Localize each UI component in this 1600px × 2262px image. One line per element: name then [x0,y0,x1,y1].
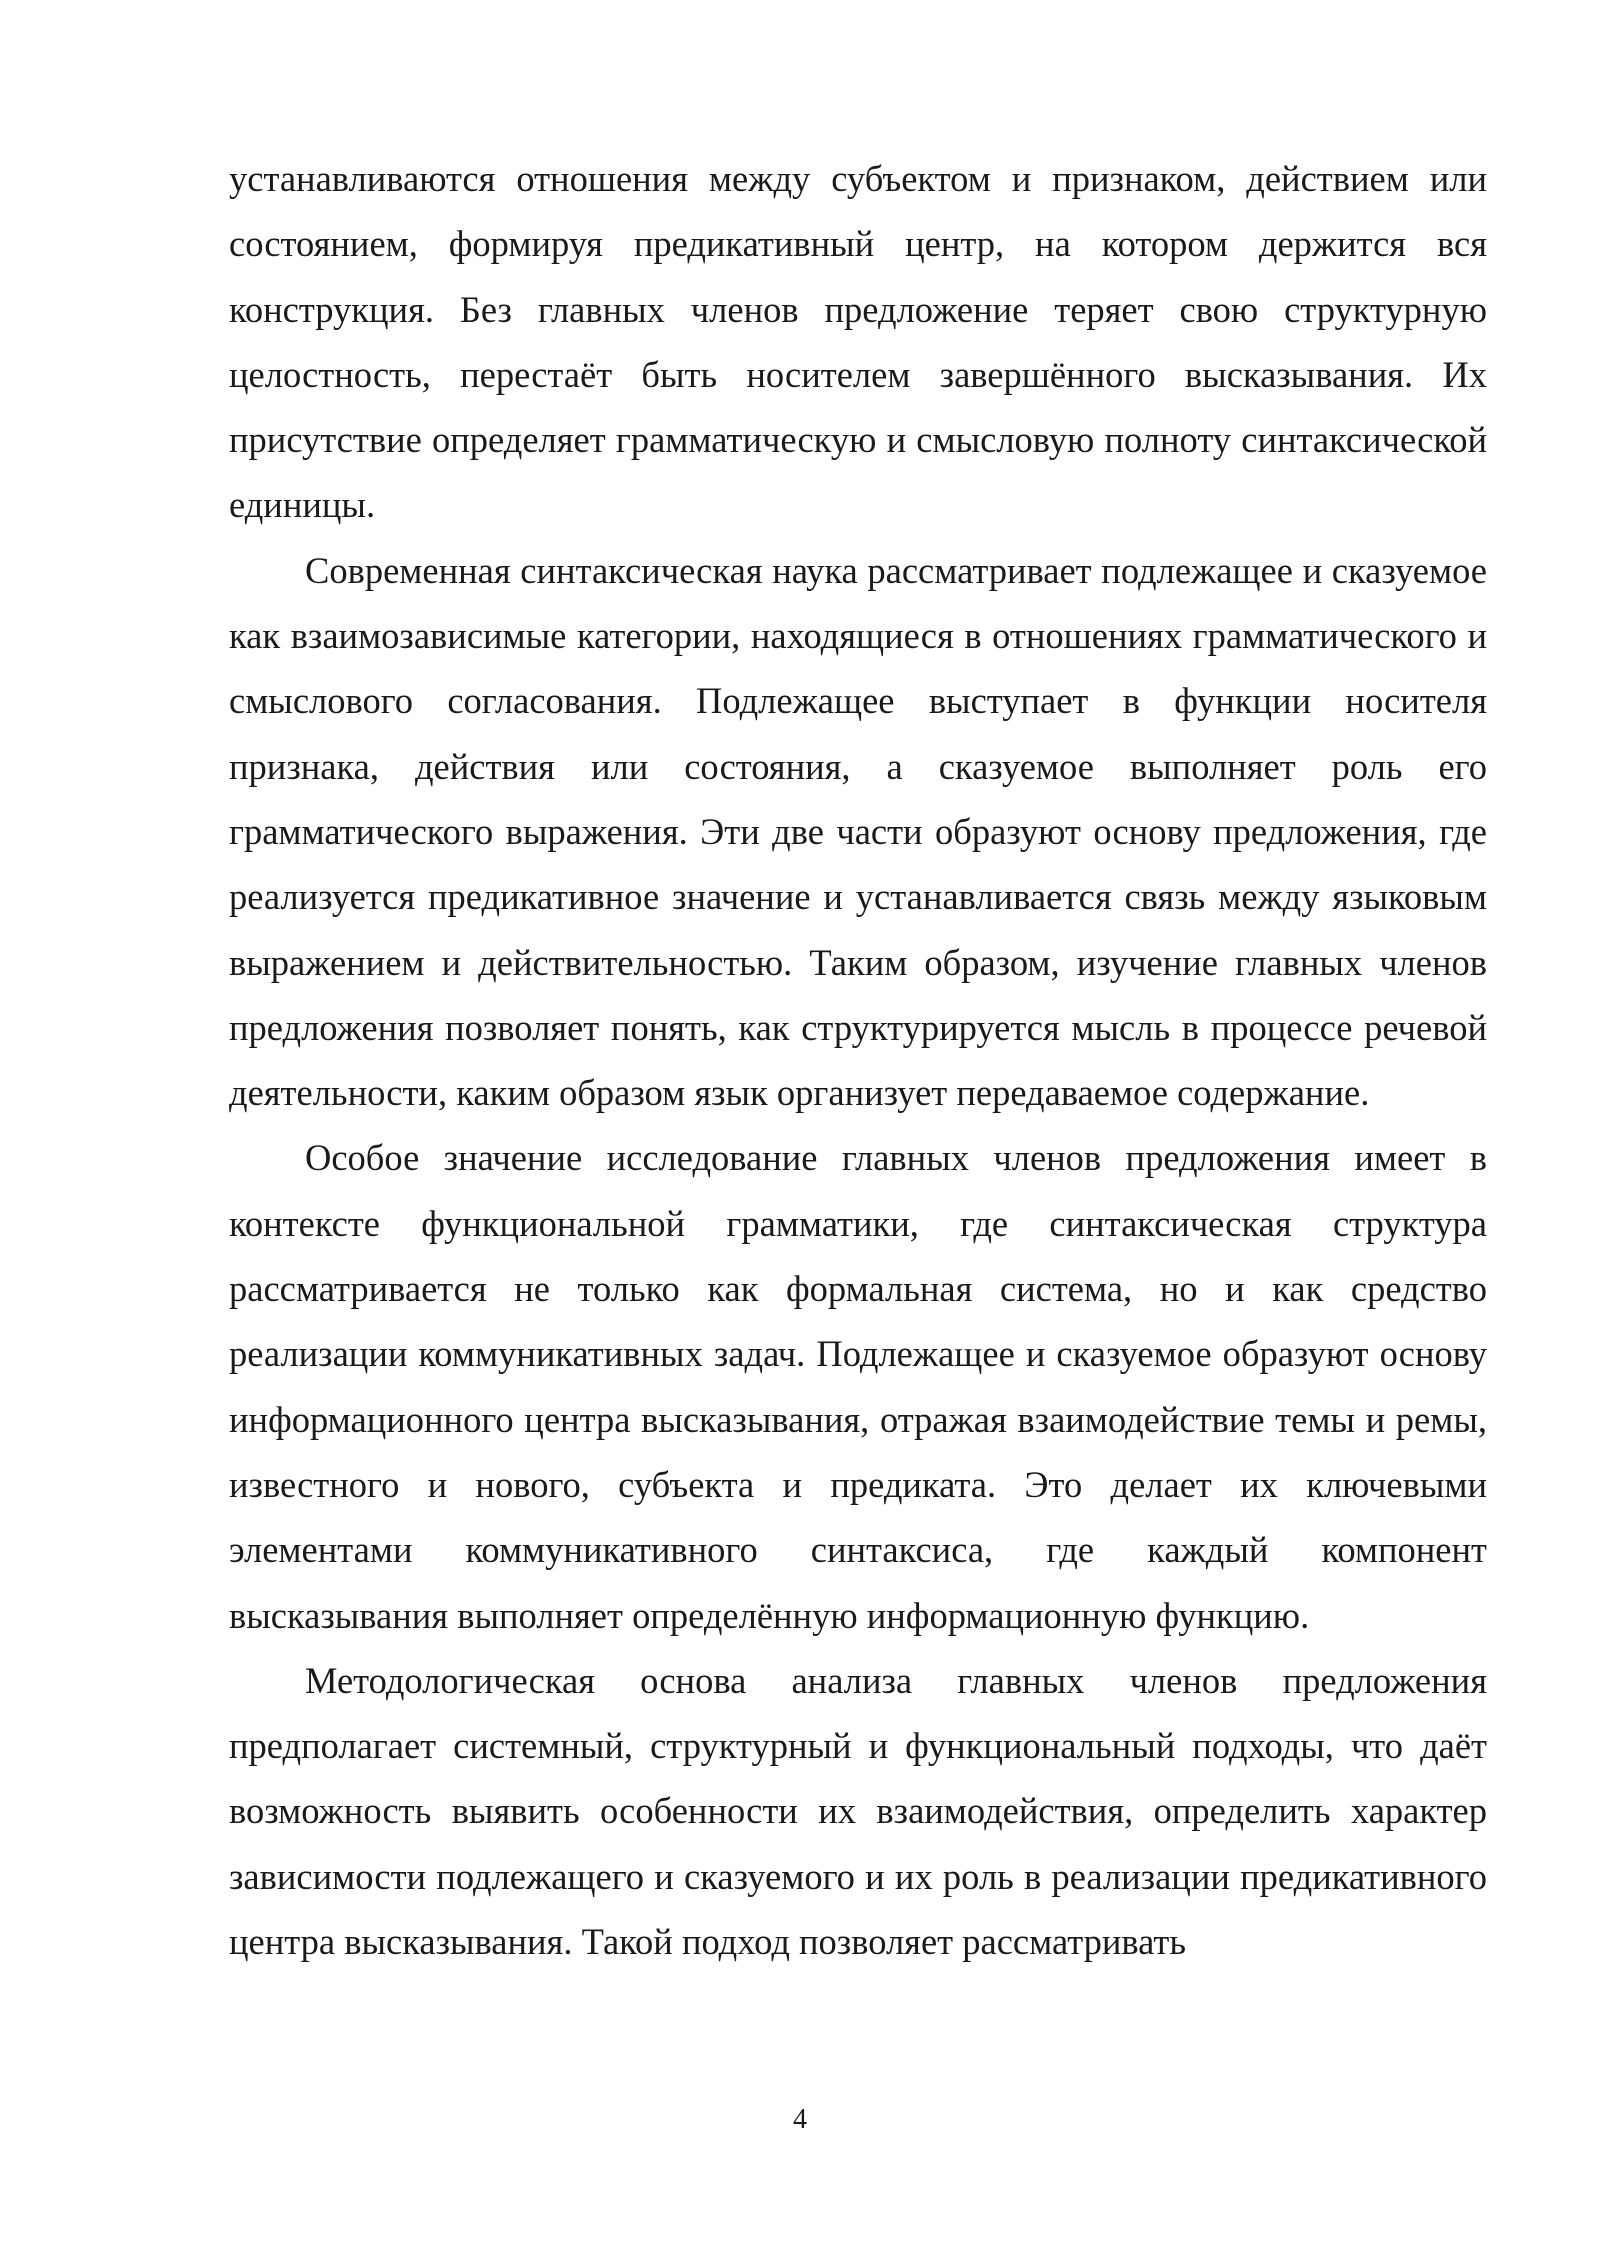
text-body [229,146,1487,1974]
paragraph-methodology: Методологическая основа анализа главных членов предложения предполагает системный, структурный и функциональный подходы, что даёт возможность выявить особенности их взаимодействия, определить характер зависимости подлежащего и сказуемого и их роль в реализации предикативного центра высказывания. Такой подход позволяет рассматривать [229,1659,1487,1963]
paragraph-syntax-science: Современная синтаксическая наука рассматривает подлежащее и сказуемое как взаимозависимые категории, находящиеся в отношениях грамматического и смыслового согласования. Подлежащее выступает в функции носителя признака, действия или состояния, а сказуемое выполняет роль его грамматического выражения. Эти две части образуют основу предложения, где реализуется предикативное значение и устанавливается связь между языковым выражением и действительностью. Таким образом, изучение главных членов предложения позволяет понять, как структурируется мысль в процессе речевой деятельности, каким образом язык организует передаваемое содержание. [229,549,1487,1114]
page-number: 4 [793,2104,807,2135]
paragraph-continuation: устанавливаются отношения между субъектом и признаком, действием или состоянием, формируя предикативный центр, на котором держится вся конструкция. Без главных членов предложение теряет свою структурную целостность, перестаёт быть носителем завершённого высказывания. Их присутствие определяет грамматическую и смысловую полноту синтаксической единицы. [229,158,1487,526]
paragraph-functional-grammar: Особое значение исследование главных членов предложения имеет в контексте функциональной грамматики, где синтаксическая структура рассматривается не только как формальная система, но и как средство реализации коммуникативных задач. Подлежащее и сказуемое образуют основу информационного центра высказывания, отражая взаимодействие темы и ремы, известного и нового, субъекта и предиката. Это делает их ключевыми элементами коммуникативного синтаксиса, где каждый компонент высказывания выполняет определённую информационную функцию. [229,1137,1487,1636]
